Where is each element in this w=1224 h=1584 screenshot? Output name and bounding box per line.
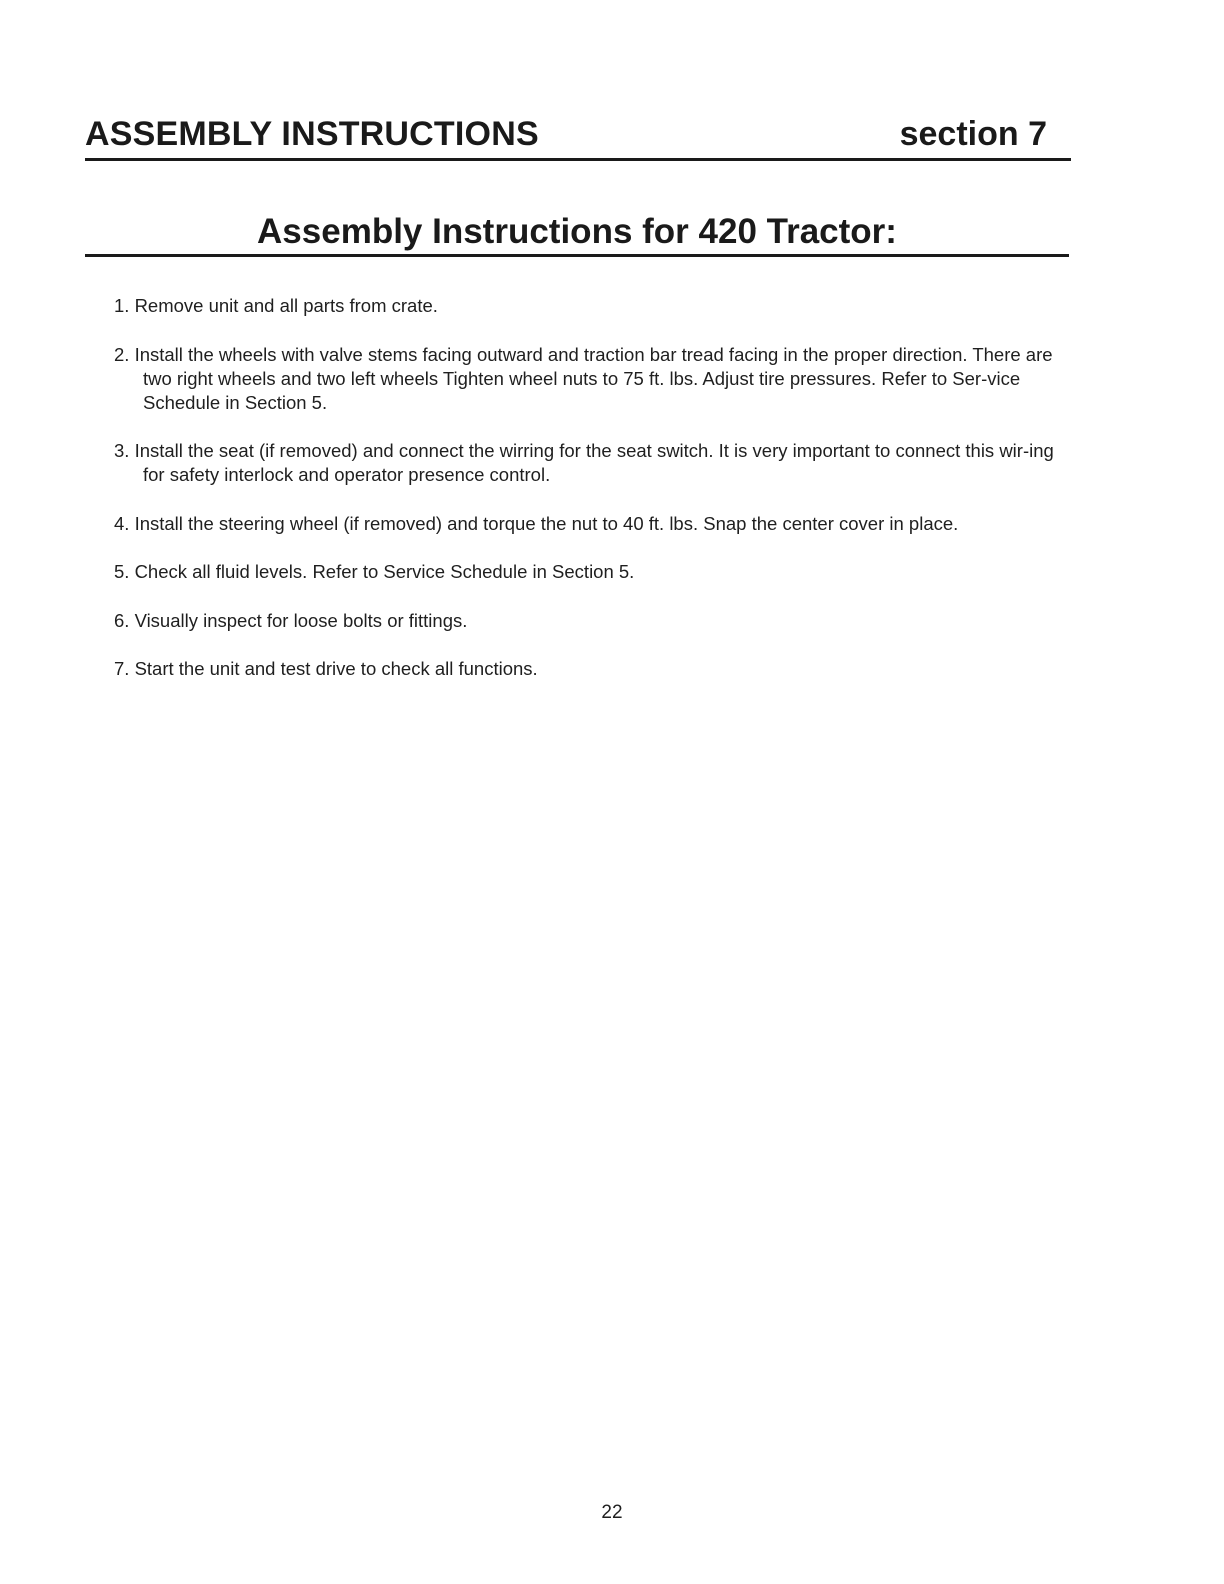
page-header [85,112,1071,161]
section-heading-title: Assembly Instructions for 420 Tractor: [257,212,897,251]
page-number: 22 [601,1502,623,1523]
list-item: 7. Start the unit and test drive to check all functions. [114,658,538,679]
list-item: 2. Install the wheels with valve stems facing outward and traction bar tread facing in the proper direction. There are two right wheels and two left wheels Tighten wheel nuts to 75 ft. lbs. Adjust tire pressures. Refer to Ser-vice Schedule in Section 5. [114,343,1053,413]
header-section-label: section 7 [899,115,1047,153]
list-item: 4. Install the steering wheel (if removed) and torque the nut to 40 ft. lbs. Snap the center cover in place. [114,512,959,534]
header-title: ASSEMBLY INSTRUCTIONS [85,115,539,153]
list-item: 1. Remove unit and all parts from crate. [114,295,438,316]
list-item: 3. Install the seat (if removed) and connect the wirring for the seat switch. It is very important to connect this wir-ing for safety interlock and operator presence control. [114,440,1054,485]
section-heading [85,208,1069,257]
list-item: 6. Visually inspect for loose bolts or fittings. [114,609,468,631]
list-item: 5. Check all fluid levels. Refer to Service Schedule in Section 5. [114,561,635,582]
assembly-steps-list [114,294,1072,706]
